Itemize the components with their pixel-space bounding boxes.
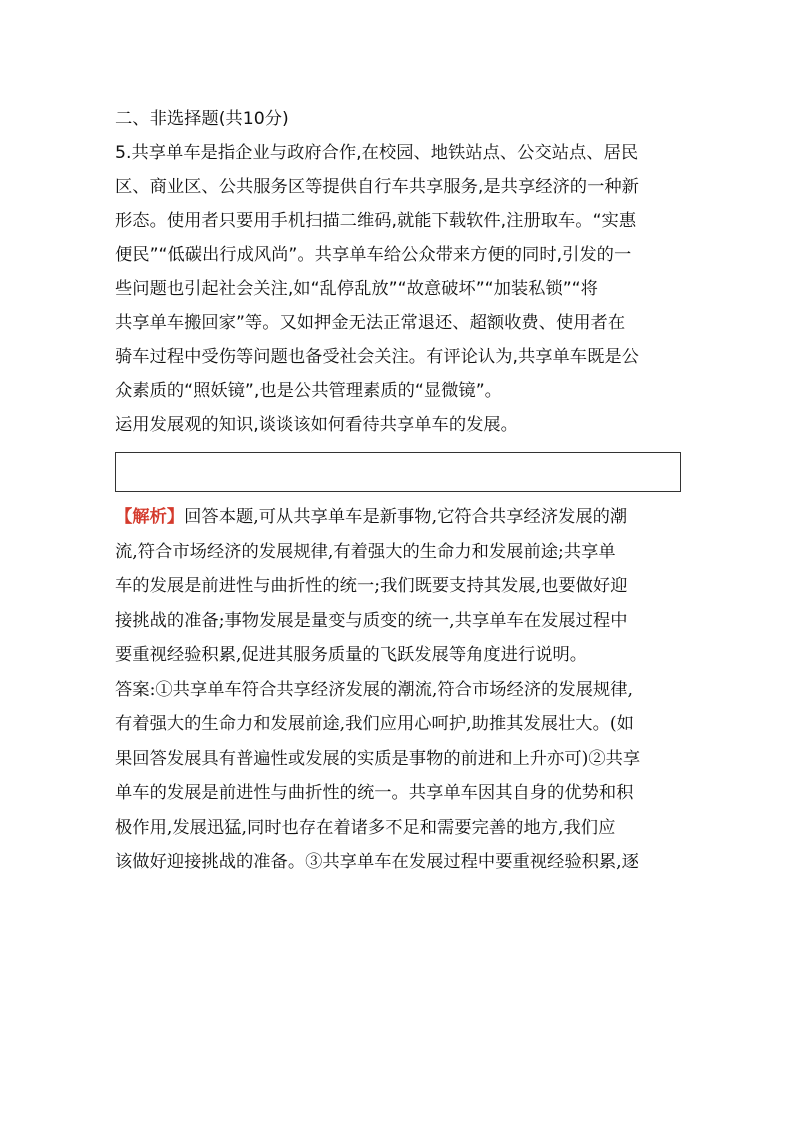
analysis-line: [115, 500, 687, 535]
question-block: [115, 136, 687, 442]
question-line: 便民”“低碳出行成风尚”。共享单车给公众带来方便的同时,引发的一: [115, 245, 632, 265]
question-line: 5.共享单车是指企业与政府合作,在校园、地铁站点、公交站点、居民: [115, 143, 639, 163]
question-line: 些问题也引起社会关注,如“乱停乱放”“故意破坏”“加装私锁”“将: [115, 279, 598, 299]
analysis-text: 回答本题,可从共享单车是新事物,它符合共享经济发展的潮: [184, 507, 628, 527]
solution-block: [115, 500, 687, 880]
answer-line: 有着强大的生命力和发展前途,我们应用心呵护,助推其发展壮大。(如: [115, 714, 634, 734]
question-line: 骑车过程中受伤等问题也备受社会关注。有评论认为,共享单车既是公: [115, 347, 639, 367]
answer-line: 果回答发展具有普遍性或发展的实质是事物的前进和上升亦可)②共享: [115, 748, 641, 769]
analysis-tag: 【解析】: [115, 507, 185, 527]
answer-line: 答案:①共享单车符合共享经济发展的潮流,符合市场经济的发展规律,: [115, 679, 633, 700]
question-line: 共享单车搬回家”等。又如押金无法正常退还、超额收费、使用者在: [115, 313, 626, 333]
analysis-line: 要重视经验积累,促进其服务质量的飞跃发展等角度进行说明。: [115, 645, 588, 665]
answer-line: 单车的发展是前进性与曲折性的统一。共享单车因其自身的优势和积: [115, 783, 634, 803]
answer-box[interactable]: [115, 452, 681, 492]
answer-line: 该做好迎接挑战的准备。③共享单车在发展过程中要重视经验积累,逐: [115, 852, 639, 872]
question-line: 众素质的“照妖镜”,也是公共管理素质的“显微镜”。: [115, 381, 502, 401]
question-line: 区、商业区、公共服务区等提供自行车共享服务,是共享经济的一种新: [115, 177, 639, 197]
analysis-line: 流,符合市场经济的发展规律,有着强大的生命力和发展前途;共享单: [115, 541, 616, 562]
analysis-line: 接挑战的准备;事物发展是量变与质变的统一,共享单车在发展过程中: [115, 610, 628, 631]
question-prompt: 运用发展观的知识,谈谈该如何看待共享单车的发展。: [115, 415, 518, 435]
answer-line: 极作用,发展迅猛,同时也存在着诸多不足和需要完善的地方,我们应: [115, 817, 616, 838]
document-page: [115, 102, 687, 880]
question-line: 形态。使用者只要用手机扫描二维码,就能下载软件,注册取车。“实惠: [115, 211, 637, 231]
analysis-line: 车的发展是前进性与曲折性的统一;我们既要支持其发展,也要做好迎: [115, 576, 628, 596]
section-title: 二、非选择题(共10分): [115, 109, 289, 129]
